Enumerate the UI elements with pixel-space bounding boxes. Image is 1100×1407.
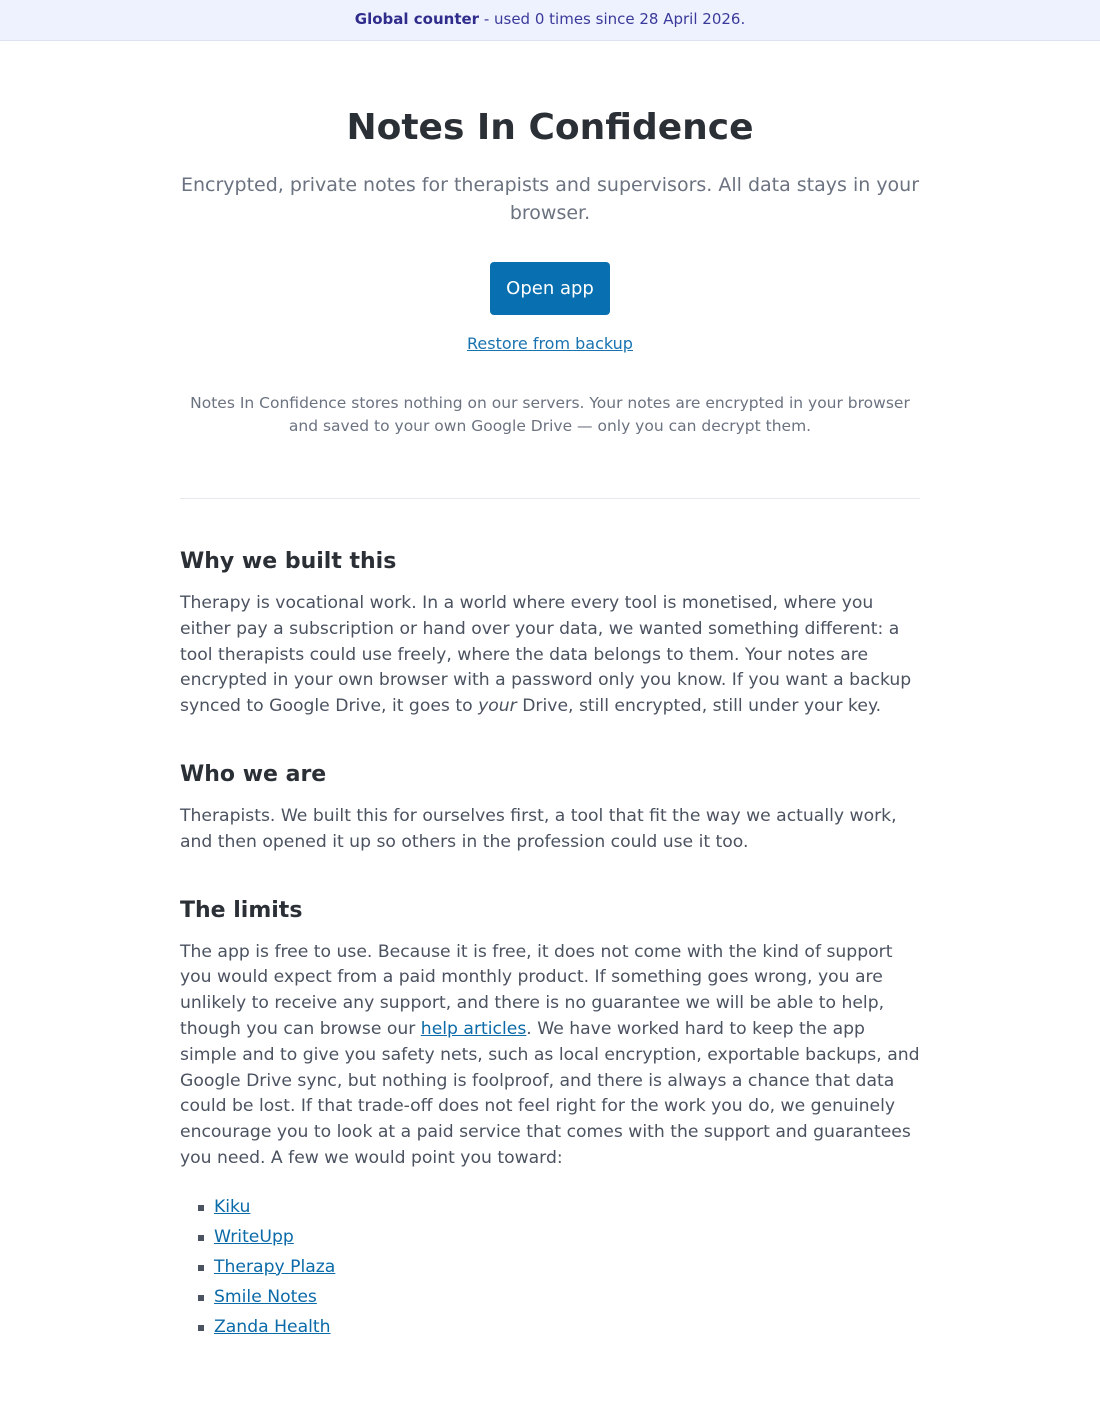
open-app-button[interactable]: Open app (490, 262, 610, 315)
why-paragraph (180, 591, 920, 720)
help-articles-link[interactable]: help articles (420, 1018, 527, 1039)
limits-paragraph (180, 940, 920, 1172)
alternative-link-zanda-health[interactable]: Zanda Health (214, 1316, 331, 1337)
why-heading: Why we built this (180, 549, 397, 574)
hero-section (0, 104, 1100, 438)
global-counter-banner (0, 0, 1100, 41)
restore-from-backup-link[interactable]: Restore from backup (467, 334, 633, 353)
list-item (214, 1252, 920, 1282)
alternative-link-kiku[interactable]: Kiku (214, 1196, 251, 1217)
page-title: Notes In Confidence (346, 107, 754, 148)
why-text-start: Therapy is vocational work. In a world where every tool is monetised, where you either pay a subscription or hand over your data, we wanted something different: a tool therapists could use freely, where the data belongs to them. Your notes are encrypted in your own browser with a password only you know. If you want a backup synced to Google Drive, it goes to (180, 593, 912, 717)
alternatives-list (180, 1192, 920, 1342)
list-item (214, 1312, 920, 1342)
banner-text: - used 0 times since 28 April 2026. (479, 10, 746, 28)
alternative-link-therapy-plaza[interactable]: Therapy Plaza (214, 1256, 336, 1277)
why-text-end: Drive, still encrypted, still under your key. (516, 696, 882, 717)
list-item (214, 1222, 920, 1252)
section-divider (180, 498, 920, 499)
alternative-link-smile-notes[interactable]: Smile Notes (214, 1286, 317, 1307)
list-item (214, 1282, 920, 1312)
list-item (214, 1192, 920, 1222)
limits-heading: The limits (180, 897, 303, 923)
limits-text-end: . We have worked hard to keep the app simple and to give you safety nets, such as local encryption, exportable backups, and Google Drive sync, but nothing is foolproof, and there is always a chance that data could be lost. If that trade-off does not feel right for the work you do, we genuinely encourage you to look at a paid service that comes with the support and guarantees you need. A few we would point you toward: (180, 1018, 920, 1168)
alternative-link-writeupp[interactable]: WriteUpp (214, 1226, 294, 1247)
limits-text-start: The app is free to use. Because it is free, it does not come with the kind of support you would expect from a paid monthly product. If something goes wrong, you are unlikely to receive any support, and there is no guarantee we will be able to help, though you can browse our (180, 941, 893, 1039)
about-content (180, 547, 920, 1342)
page-subtitle: Encrypted, private notes for therapists and supervisors. All data stays in your browser. (180, 174, 920, 224)
who-paragraph: Therapists. We built this for ourselves first, a tool that fit the way we actually work, and then opened it up so others in the profession could use it too. (180, 805, 897, 852)
who-heading: Who we are (180, 761, 327, 787)
why-text-emphasis: your (478, 696, 517, 717)
banner-label: Global counter (354, 10, 480, 28)
privacy-note: Notes In Confidence stores nothing on our servers. Your notes are encrypted in your browser and saved to your own Google Drive — only you can decrypt them. (190, 394, 910, 435)
